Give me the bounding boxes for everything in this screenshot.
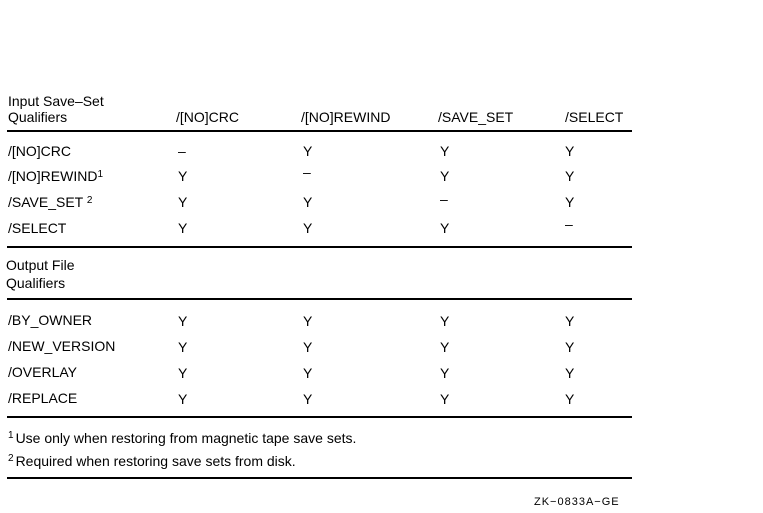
output-header-line2: Qualifiers	[6, 275, 66, 291]
table-cell: Y	[440, 143, 450, 159]
table-cell: –	[303, 164, 311, 180]
footnote-1	[8, 430, 356, 449]
table-cell: Y	[440, 339, 450, 355]
row-label: /OVERLAY	[8, 364, 77, 380]
table-cell: Y	[565, 365, 575, 381]
table-cell: Y	[178, 313, 188, 329]
table-cell: Y	[440, 313, 450, 329]
table-cell: Y	[565, 143, 575, 159]
table-cell: Y	[440, 168, 450, 184]
table-cell: Y	[178, 391, 188, 407]
table-cell: –	[178, 143, 186, 159]
section-rule	[7, 246, 632, 248]
table-cell: Y	[440, 391, 450, 407]
column-header-norewind: /[NO]REWIND	[301, 109, 391, 125]
row-label-text: /SAVE_SET	[8, 194, 83, 210]
footnote-text: Use only when restoring from magnetic tape save sets.	[15, 430, 357, 446]
table-cell: Y	[565, 391, 575, 407]
footnote-2	[8, 453, 296, 472]
table-cell: Y	[565, 194, 575, 210]
table-cell: Y	[178, 365, 188, 381]
table-cell: Y	[303, 365, 313, 381]
input-header-line2: Qualifiers	[8, 109, 68, 125]
row-label: /REPLACE	[8, 390, 78, 406]
footnote-text: Required when restoring save sets from disk.	[15, 453, 296, 469]
input-header-line1: Input Save–Set	[8, 93, 104, 109]
column-header-nocrc: /[NO]CRC	[176, 109, 239, 125]
row-label: /BY_OWNER	[8, 312, 93, 328]
footnote-mark: 1	[8, 430, 14, 441]
table-cell: Y	[303, 143, 313, 159]
table-cell: Y	[178, 168, 188, 184]
header-rule	[7, 130, 632, 132]
table-cell: Y	[178, 194, 188, 210]
bottom-rule	[7, 477, 632, 479]
row-label	[8, 168, 103, 187]
figure-id: ZK−0833A−GE	[534, 496, 620, 508]
table-cell: Y	[565, 168, 575, 184]
footnote-mark: 2	[8, 453, 14, 464]
table-cell: Y	[303, 313, 313, 329]
row-label-text: /[NO]REWIND	[8, 168, 98, 184]
table-cell: Y	[303, 391, 313, 407]
table-cell: Y	[565, 313, 575, 329]
table-cell: Y	[440, 365, 450, 381]
row-label: /NEW_VERSION	[8, 338, 116, 354]
table-cell: –	[565, 216, 573, 232]
output-header-line1: Output File	[6, 257, 75, 273]
row-label: /[NO]CRC	[8, 143, 71, 159]
table-cell: Y	[178, 220, 188, 236]
table-cell: Y	[440, 220, 450, 236]
table-cell: Y	[303, 339, 313, 355]
footnote-reference: 1	[97, 169, 104, 180]
footnote-reference: 2	[86, 195, 93, 206]
output-header-rule	[7, 298, 632, 300]
table-cell: Y	[303, 220, 313, 236]
column-header-save-set: /SAVE_SET	[438, 109, 514, 125]
table-cell: Y	[565, 339, 575, 355]
table-cell: Y	[178, 339, 188, 355]
row-label: /SELECT	[8, 220, 67, 236]
column-header-select: /SELECT	[565, 109, 624, 125]
footnote-rule	[7, 416, 632, 418]
table-cell: –	[440, 191, 448, 207]
row-label	[8, 194, 92, 213]
table-cell: Y	[303, 194, 313, 210]
